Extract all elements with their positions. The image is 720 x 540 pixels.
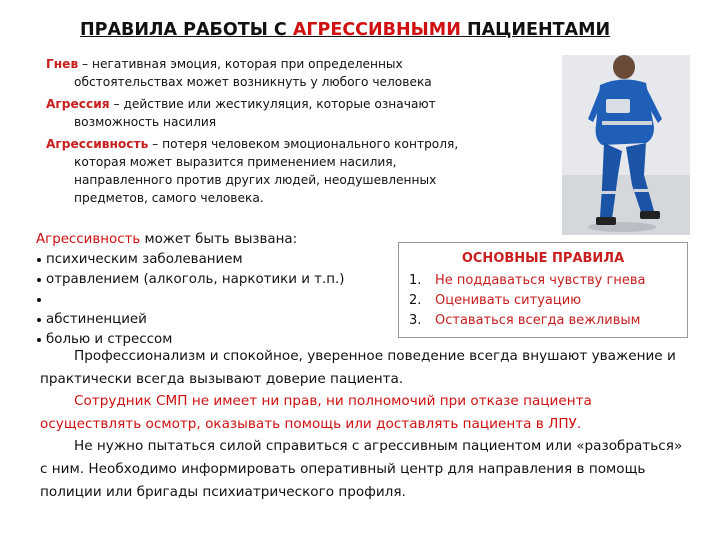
definition-text: обстоятельствах может возникнуть у любого человека — [74, 75, 432, 89]
title-prefix: ПРАВИЛА РАБОТЫ С — [80, 20, 293, 40]
list-item: психическим заболеванием — [36, 250, 396, 270]
rules-list — [399, 271, 687, 331]
list-item — [409, 311, 687, 331]
list-item — [409, 271, 687, 291]
definition-text: которая может выразится применением насилия, — [74, 155, 397, 169]
causes-lead-accent: Агрессивность — [36, 232, 141, 247]
list-item: абстиненцией — [36, 310, 396, 330]
definition-text: возможность насилия — [74, 115, 217, 129]
rule-text: Не поддаваться чувству гнева — [435, 273, 646, 288]
definition-aggressiveness — [46, 135, 486, 207]
definition-text: – потеря человеком эмоционального контроля, — [148, 137, 459, 151]
rules-box — [398, 242, 688, 338]
title-accent: АГРЕССИВНЫМИ — [292, 20, 461, 40]
list-item — [409, 291, 687, 311]
paramedic-photo — [562, 55, 690, 235]
advice-paragraphs — [40, 345, 690, 503]
causes-lead — [36, 230, 396, 250]
definition-term: Агрессивность — [46, 137, 149, 151]
rule-text: Оставаться всегда вежливым — [435, 313, 641, 328]
definition-text: направленного против других людей, неодушевленных — [74, 173, 437, 187]
title-suffix: ПАЦИЕНТАМИ — [460, 20, 611, 40]
paragraph-refusal: Сотрудник СМП не имеет ни прав, ни полномочий при отказе пациента осуществлять осмотр, оказывать помощь или доставлять пациента в ЛПУ. — [40, 393, 592, 432]
definition-aggression — [46, 95, 486, 131]
paragraph-police: Не нужно пытаться силой справиться с агрессивным пациентом или «разобраться» с ним. Необходимо информировать оперативный центр для направления в помощь полиции или бригады психиатрического профиля. — [40, 438, 683, 500]
causes-block — [36, 230, 396, 350]
rule-text: Оценивать ситуацию — [435, 293, 582, 308]
definition-term: Агрессия — [46, 97, 110, 111]
definition-text: – действие или жестикуляция, которые означают — [109, 97, 436, 111]
causes-lead-text: может быть вызвана: — [140, 232, 298, 247]
list-item: болью и стрессом — [36, 330, 396, 350]
definition-anger — [46, 55, 486, 91]
list-item: отравлением (алкоголь, наркотики и т.п.) — [36, 270, 396, 290]
list-spacer — [36, 290, 396, 310]
definition-term: Гнев — [46, 57, 79, 71]
rule-number: 1. — [409, 273, 422, 288]
rule-number: 3. — [409, 313, 422, 328]
definition-text: предметов, самого человека. — [74, 191, 264, 205]
causes-list — [36, 250, 396, 350]
paramedic-figure-icon — [562, 55, 690, 235]
definitions-list — [46, 55, 486, 211]
definition-text: – негативная эмоция, которая при определенных — [78, 57, 403, 71]
paragraph-professionalism: Профессионализм и спокойное, уверенное поведение всегда внушают уважение и практически всегда вызывают доверие пациента. — [40, 348, 676, 387]
page-title — [80, 20, 680, 40]
rule-number: 2. — [409, 293, 422, 308]
rules-title: ОСНОВНЫЕ ПРАВИЛА — [461, 251, 625, 266]
